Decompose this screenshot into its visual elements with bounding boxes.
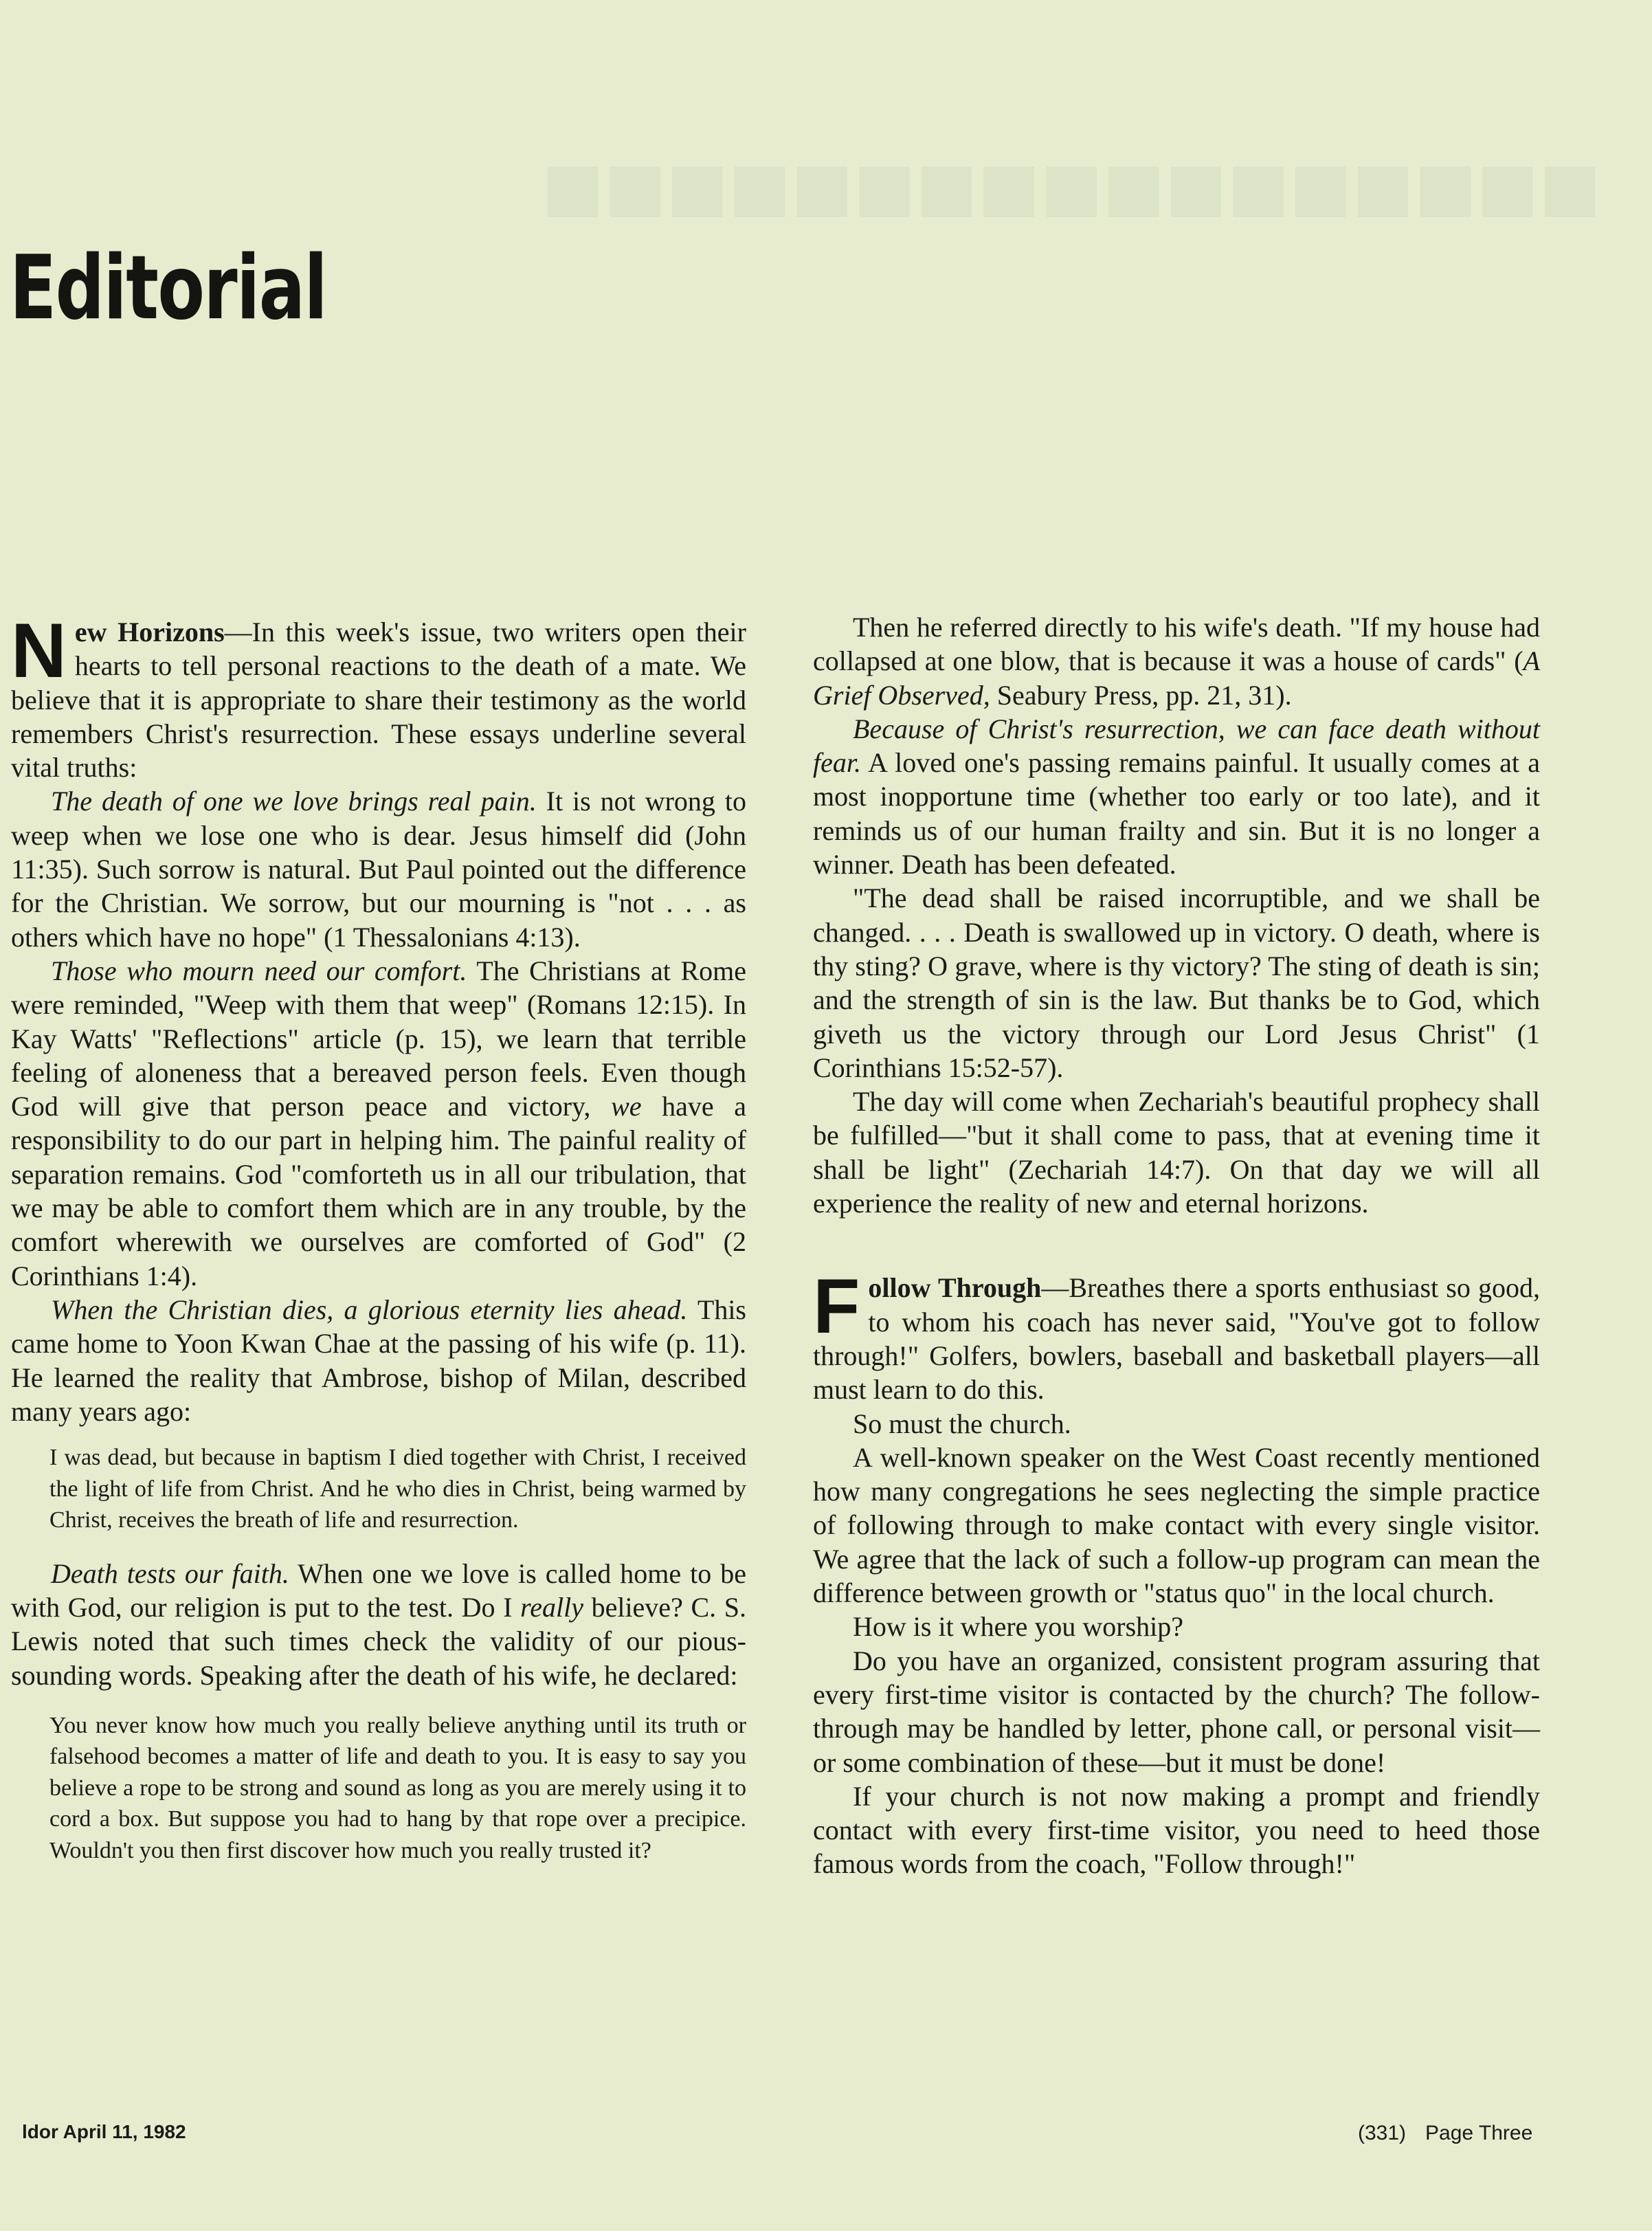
paragraph-organized-program: Do you have an organized, consistent program assuring that every first-time visitor is contacted by the church? The follow-through may be handled by letter, phone call, or personal visit—or some combination of these—but it must be done! — [813, 1645, 1540, 1778]
paragraph-text: When one we love is called home to be with God, our religion is put to the test. Do I — [11, 1557, 746, 1623]
paragraph-worship-question: How is it where you worship? — [853, 1611, 1184, 1643]
paragraph-text: Seabury Press, pp. 21, 31). — [990, 679, 1292, 711]
paragraph-house-of-cards — [813, 610, 1540, 712]
italic-heading: The death of one we love brings real pain. — [51, 786, 537, 817]
paragraph-faith — [11, 1557, 746, 1692]
paragraph-text: believe? C. S. Lewis noted that such times check the validity of our pious-sounding words. Speaking after the death of his wife, he declared: — [11, 1591, 746, 1691]
paragraph-text: —In this week's issue, two writers open their hearts to tell personal reactions to the death of a mate. We believe that it is appropriate to share their testimony as the world remembers Christ's resurrection. These essays underline several vital truths: — [11, 617, 746, 784]
italic-heading: When the Christian dies, a glorious eternity lies ahead. — [51, 1294, 688, 1325]
drop-cap: N — [11, 608, 67, 693]
paragraph-text: This came home to Yoon Kwan Chae at the passing of his wife (p. 11). He learned the reality that Ambrose, bishop of Milan, described many years ago: — [11, 1294, 746, 1427]
paragraph-text: —Breathes there a sports enthusiast so good, to whom his coach has never said, "You've got to follow through!" Golfers, bowlers, baseball and basketball players—all must learn to do this. — [813, 1272, 1540, 1406]
paragraph-text: have a responsibility to do our part in helping him. The painful reality of separation remains. God "comforteth us in all our tribulation, that we may be able to comfort them which are in any trouble, by the comfort wherewith we ourselves are comforted of God" (2 Corinthians 1:4). — [11, 1091, 747, 1291]
paragraph-new-horizons — [11, 608, 746, 784]
block-quote-lewis: You never know how much you really believe anything until its truth or falsehood becomes a matter of life and death to you. It is easy to say you believe a rope to be strong and sound as long as you are merely using it to cord a box. But suppose you had to hang by that rope over a precipice. Wouldn't you then first discover how much you really trusted it? — [49, 1712, 746, 1863]
bleed-through-text: ■■■■■■■■■■■■■■■■■ — [542, 148, 1601, 225]
paragraph-real-pain — [11, 784, 746, 953]
paragraph-text: A loved one's passing remains painful. It usually comes at a most inopportune time (whether too early or too late), and it reminds us of our human frailty and sin. But it is no longer a winner. Death has been defeated. — [813, 747, 1540, 880]
paragraph-church: So must the church. — [853, 1408, 1071, 1439]
italic-word: we — [611, 1091, 642, 1122]
paragraph-west-coast: A well-known speaker on the West Coast recently mentioned how many congregations he sees neglecting the simple practice of following through to make contact with every single visitor. We agree that the lack of such a follow-up program can mean the difference between growth or "status quo" in the local church. — [813, 1441, 1540, 1609]
book-title: A Grief Observed, — [813, 645, 1540, 711]
issue-date: ldor April 11, 1982 — [22, 2121, 186, 2142]
paragraph-closing: If your church is not now making a prompt and friendly contact with every first-time visitor, you need to heed those famous words from the coach, "Follow through!" — [813, 1780, 1540, 1880]
italic-heading: Because of Christ's resurrection, we can face death without fear. — [813, 713, 1540, 779]
page-code: (331) — [1358, 2122, 1407, 2144]
paragraph-zechariah: The day will come when Zechariah's beautiful prophecy shall be fulfilled—"but it shall come to pass, that at evening time it shall be light" (Zechariah 14:7). On that day we will all experience the reality of new and eternal horizons. — [813, 1086, 1540, 1219]
page-title: Editorial — [10, 237, 327, 340]
paragraph-follow-through — [813, 1263, 1540, 1406]
paragraph-text: The Christians at Rome were reminded, "Weep with them that weep" (Romans 12:15). In Kay Watts' "Reflections" article (p. 15), we learn that terrible feeling of aloneness that a bereaved person feels. Even though God will give that person peace and victory, — [11, 955, 746, 1122]
right-column — [813, 610, 1540, 1881]
left-column — [11, 608, 747, 1887]
paragraph-eternity — [11, 1293, 746, 1428]
block-quote-ambrose: I was dead, but because in baptism I died together with Christ, I received the light of life from Christ. And he who dies in Christ, being warmed by Christ, receives the breath of life and resurrection. — [49, 1445, 746, 1533]
section-lead: ew Horizons — [74, 617, 225, 647]
italic-heading: Death tests our faith. — [51, 1557, 289, 1589]
section-gap — [813, 1220, 1540, 1271]
drop-cap: F — [813, 1263, 860, 1350]
italic-heading: Those who mourn need our comfort. — [51, 955, 467, 986]
paragraph-text: It is not wrong to weep when we lose one who is dear. Jesus himself did (John 11:35). Such sorrow is natural. But Paul pointed out the difference for the Christian. We sorrow, but our mourning is "not . . . as others which have no hope" (1 Thessalonians 4:13). — [11, 786, 746, 953]
italic-word: really — [520, 1591, 583, 1623]
section-lead: ollow Through — [868, 1272, 1042, 1304]
page-footer — [1358, 2122, 1532, 2145]
page-label: Page Three — [1425, 2122, 1533, 2144]
paragraph-text: Then he referred directly to his wife's death. "If my house had collapsed at one blow, that is because it was a house of cards" ( — [813, 612, 1540, 677]
paragraph-without-fear — [813, 712, 1540, 881]
paragraph-corinthians: "The dead shall be raised incorruptible, and we shall be changed. . . . Death is swallowed up in victory. O death, where is thy sting? O grave, where is thy victory? The sting of death is sin; and the strength of sin is the law. But thanks be to God, which giveth us the victory through our Lord Jesus Christ" (1 Corinthians 15:52-57). — [813, 883, 1540, 1083]
paragraph-comfort — [11, 954, 746, 1293]
